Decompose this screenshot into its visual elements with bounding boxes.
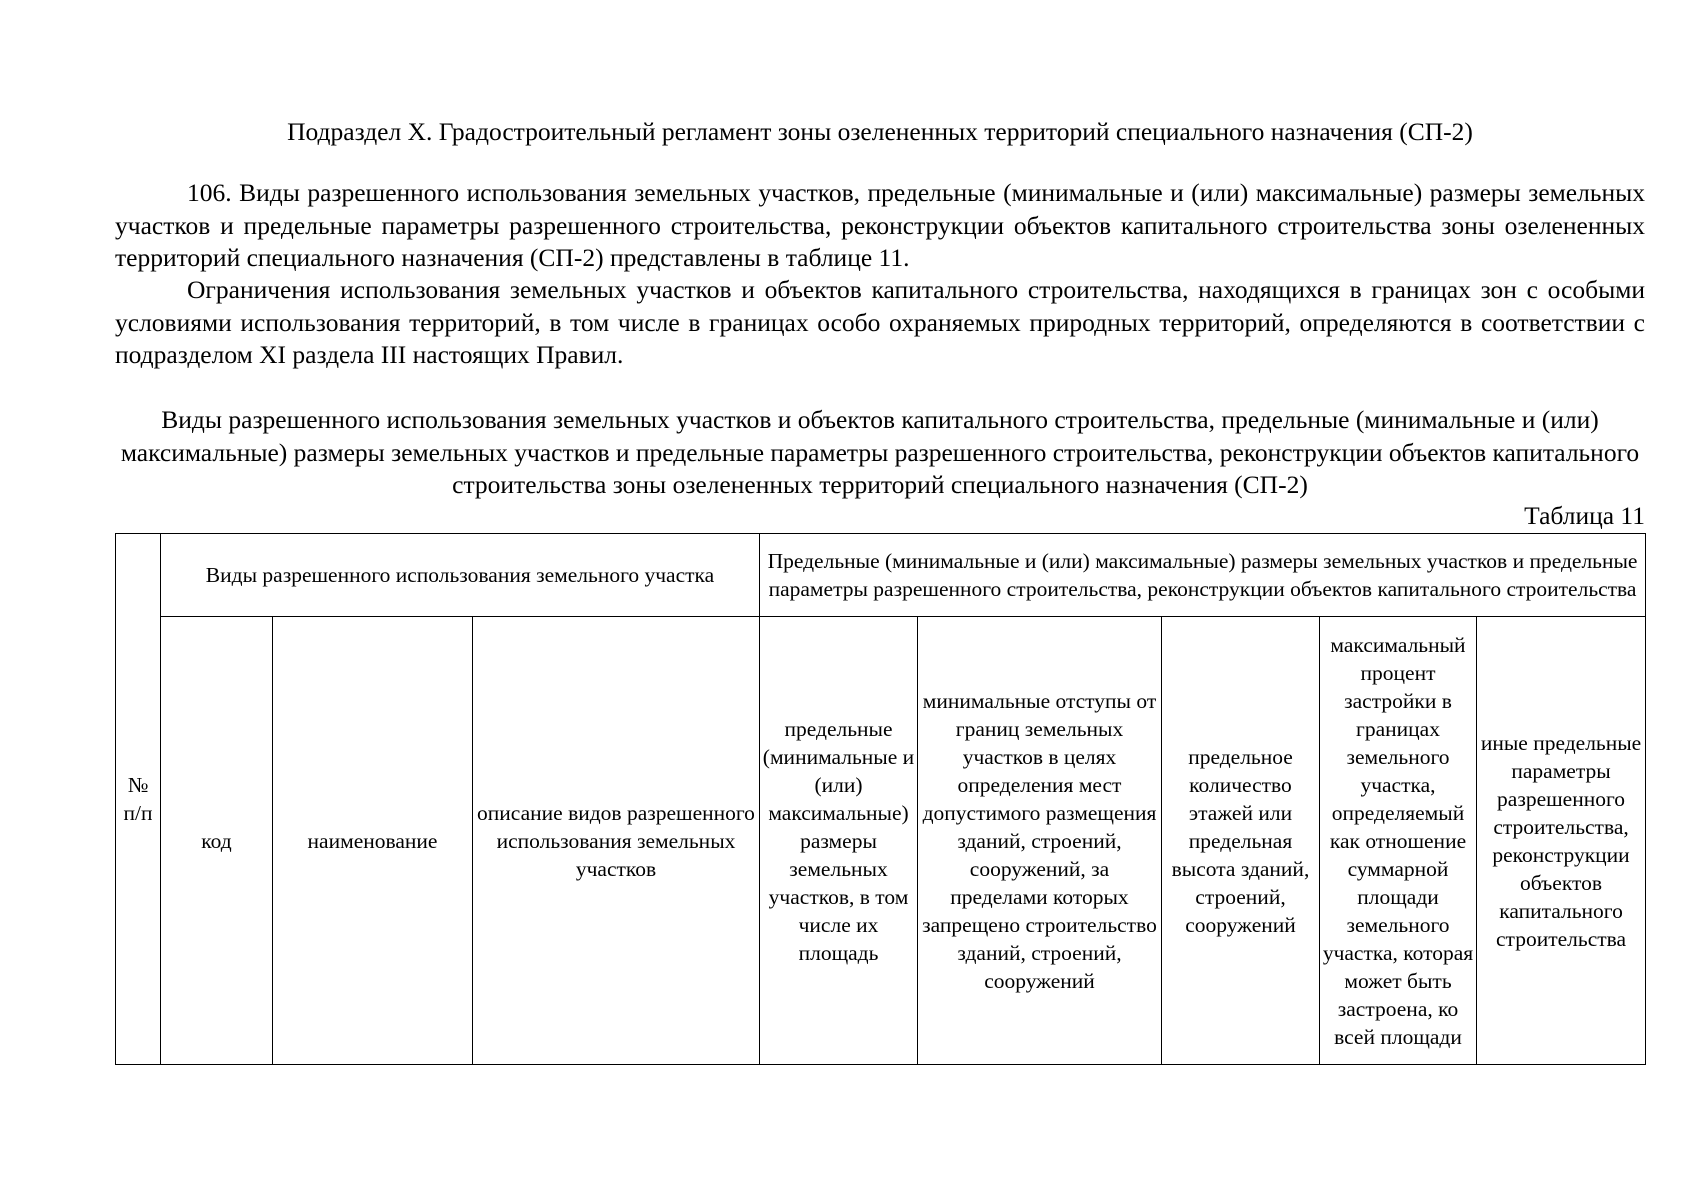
header-other-params: иные предельные параметры разрешенного строительства, реконструкции объектов капитального строительства bbox=[1477, 617, 1646, 1065]
paragraph-restrictions: Ограничения использования земельных участков и объектов капитального строительства, находящихся в границах зон с особыми условиями использования территорий, в том числе в границах особо охраняемых природных территорий, определяются в соответствии с подразделом XI раздела III настоящих Правил. bbox=[115, 275, 1645, 369]
header-setbacks: минимальные отступы от границ земельных участков в целях определения мест допустимого размещения зданий, строений, сооружений, за пределами которых запрещено строительство зданий, строений, сооружений bbox=[918, 617, 1162, 1065]
regulation-table bbox=[115, 533, 1646, 1065]
header-floors: предельное количество этажей или предельная высота зданий, строений, сооружений bbox=[1162, 617, 1320, 1065]
header-params-group: Предельные (минимальные и (или) максимальные) размеры земельных участков и предельные параметры разрешенного строительства, реконструкции объектов капитального строительства bbox=[760, 534, 1646, 617]
header-use-types-group: Виды разрешенного использования земельного участка bbox=[161, 534, 760, 617]
table-subheader-row bbox=[116, 617, 1646, 1065]
subsection-title: Подраздел X. Градостроительный регламент зоны озелененных территорий специального назначения (СП-2) bbox=[287, 117, 1473, 146]
table-header-row bbox=[116, 534, 1646, 617]
header-code: код bbox=[161, 617, 273, 1065]
header-description: описание видов разрешенного использования земельных участков bbox=[473, 617, 760, 1065]
header-coverage: максимальный процент застройки в границах земельного участка, определяемый как отношение суммарной площади земельного участка, которая может быть застроена, ко всей площади bbox=[1320, 617, 1477, 1065]
header-plot-size: предельные (минимальные и (или) максимальные) размеры земельных участков, в том числе их площадь bbox=[760, 617, 918, 1065]
header-name: наименование bbox=[273, 617, 473, 1065]
table-number: Таблица 11 bbox=[1524, 501, 1645, 530]
header-number: № п/п bbox=[116, 534, 161, 1065]
table-caption: Виды разрешенного использования земельных участков и объектов капитального строительства, предельные (минимальные и (или) максимальные) размеры земельных участков и предельные параметры разрешенного строительства, реконструкции объектов капитального строительства зоны озелененных территорий специального назначения (СП-2) bbox=[120, 405, 1640, 499]
paragraph-106: 106. Виды разрешенного использования земельных участков, предельные (минимальные и (или) максимальные) размеры земельных участков и предельные параметры разрешенного строительства, реконструкции объектов капитального строительства зоны озелененных территорий специального назначения (СП-2) представлены в таблице 11. bbox=[115, 178, 1645, 272]
